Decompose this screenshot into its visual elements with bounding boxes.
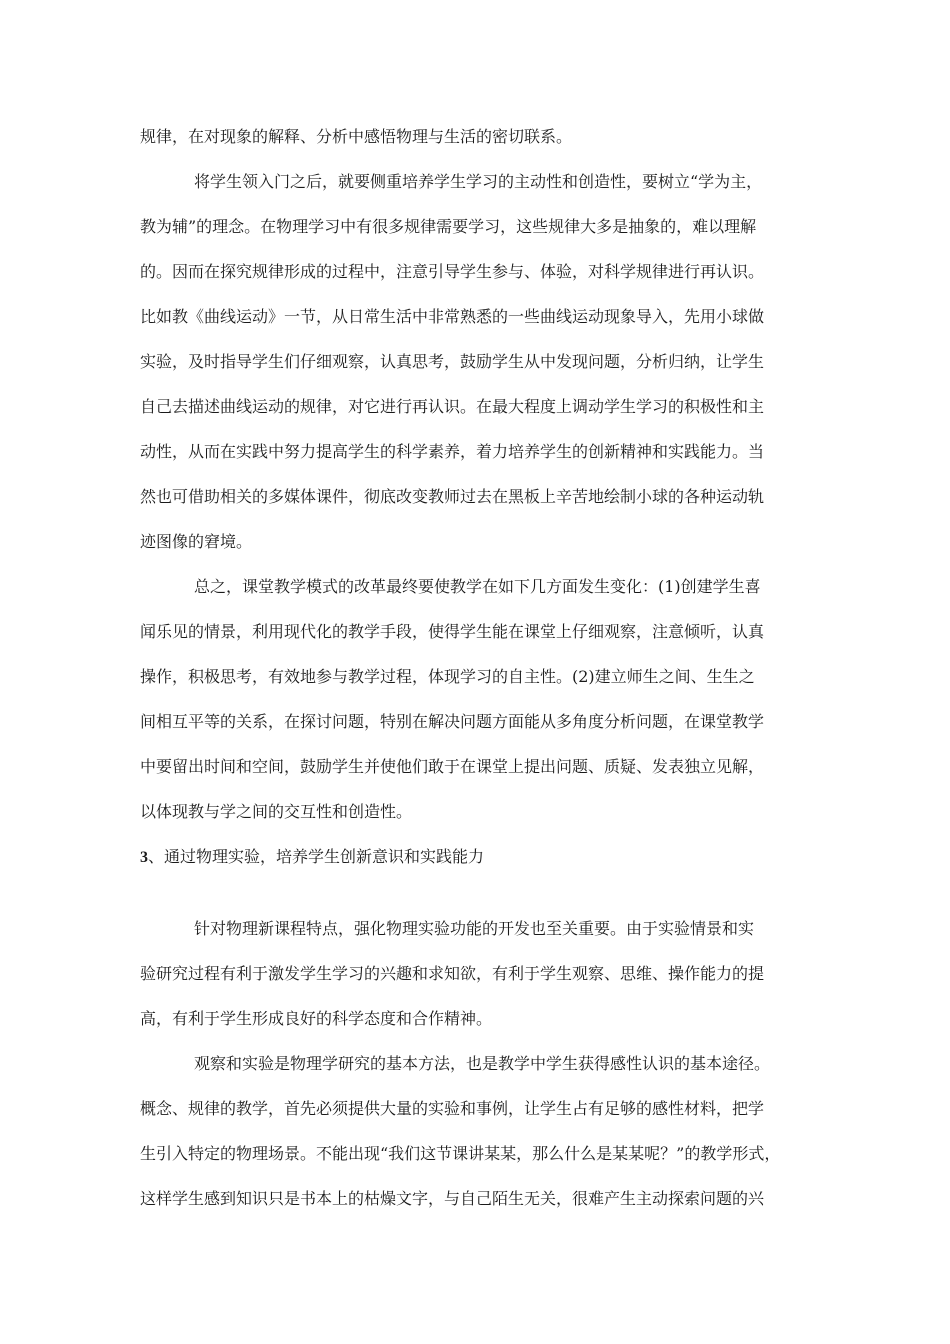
- text-line: 中要留出时间和空间，鼓励学生并使他们敢于在课堂上提出问题、质疑、发表独立见解，: [140, 757, 765, 776]
- text-line: 实验，及时指导学生们仔细观察，认真思考，鼓励学生从中发现问题，分析归纳，让学生: [140, 352, 765, 371]
- text-line: 比如教《曲线运动》一节，从日常生活中非常熟悉的一些曲线运动现象导入，先用小球做: [140, 307, 765, 326]
- text-line: 然也可借助相关的多媒体课件，彻底改变教师过去在黑板上辛苦地绘制小球的各种运动轨: [140, 487, 765, 506]
- document-body: [140, 122, 820, 1229]
- text-line: 验研究过程有利于激发学生学习的兴趣和求知欲，有利于学生观察、思维、操作能力的提: [140, 964, 765, 983]
- text-line: 动性，从而在实践中努力提高学生的科学素养，着力培养学生的创新精神和实践能力。当: [140, 442, 765, 461]
- text-line: 这样学生感到知识只是书本上的枯燥文字，与自己陌生无关，很难产生主动探索问题的兴: [140, 1189, 765, 1208]
- paragraph: [140, 914, 820, 1049]
- text-line: 以体现教与学之间的交互性和创造性。: [140, 802, 413, 821]
- text-line: 教为辅”的理念。在物理学习中有很多规律需要学习，这些规律大多是抽象的，难以理解: [140, 217, 757, 236]
- text-line: 自己去描述曲线运动的规律，对它进行再认识。在最大程度上调动学生学习的积极性和主: [140, 397, 765, 416]
- text-line: 概念、规律的教学，首先必须提供大量的实验和事例，让学生占有足够的感性材料，把学: [140, 1099, 765, 1118]
- paragraph: [140, 167, 820, 572]
- text-line: 操作，积极思考，有效地参与教学过程，体现学习的自主性。(2)建立师生之间、生生之: [140, 667, 755, 686]
- section-title: 、通过物理实验，培养学生创新意识和实践能力: [148, 847, 485, 866]
- text-line: 间相互平等的关系，在探讨问题，特别在解决问题方面能从多角度分析问题，在课堂教学: [140, 712, 765, 731]
- text-line: 针对物理新课程特点，强化物理实验功能的开发也至关重要。由于实验情景和实: [194, 919, 755, 938]
- text-line: 规律，在对现象的解释、分析中感悟物理与生活的密切联系。: [140, 127, 573, 146]
- text-line: 观察和实验是物理学研究的基本方法，也是教学中学生获得感性认识的基本途径。: [194, 1054, 771, 1073]
- text-line: 高，有利于学生形成良好的科学态度和合作精神。: [140, 1009, 493, 1028]
- section-heading: [140, 842, 820, 902]
- text-line: 总之，课堂教学模式的改革最终要使教学在如下几方面发生变化：(1)创建学生喜: [194, 577, 761, 596]
- text-line: 的。因而在探究规律形成的过程中，注意引导学生参与、体验，对科学规律进行再认识。: [140, 262, 765, 281]
- spacer: [140, 902, 820, 914]
- text-line: 闻乐见的情景，利用现代化的教学手段，使得学生能在课堂上仔细观察，注意倾听，认真: [140, 622, 765, 641]
- paragraph: [140, 572, 820, 842]
- paragraph: [140, 122, 820, 167]
- paragraph: [140, 1049, 820, 1229]
- text-line: 将学生领入门之后，就要侧重培养学生学习的主动性和创造性，要树立“学为主，: [194, 172, 763, 191]
- text-line: 迹图像的窘境。: [140, 532, 253, 551]
- section-number: 3: [140, 849, 148, 866]
- text-line: 生引入特定的物理场景。不能出现“我们这节课讲某某，那么什么是某某呢？”的教学形式，: [140, 1144, 781, 1163]
